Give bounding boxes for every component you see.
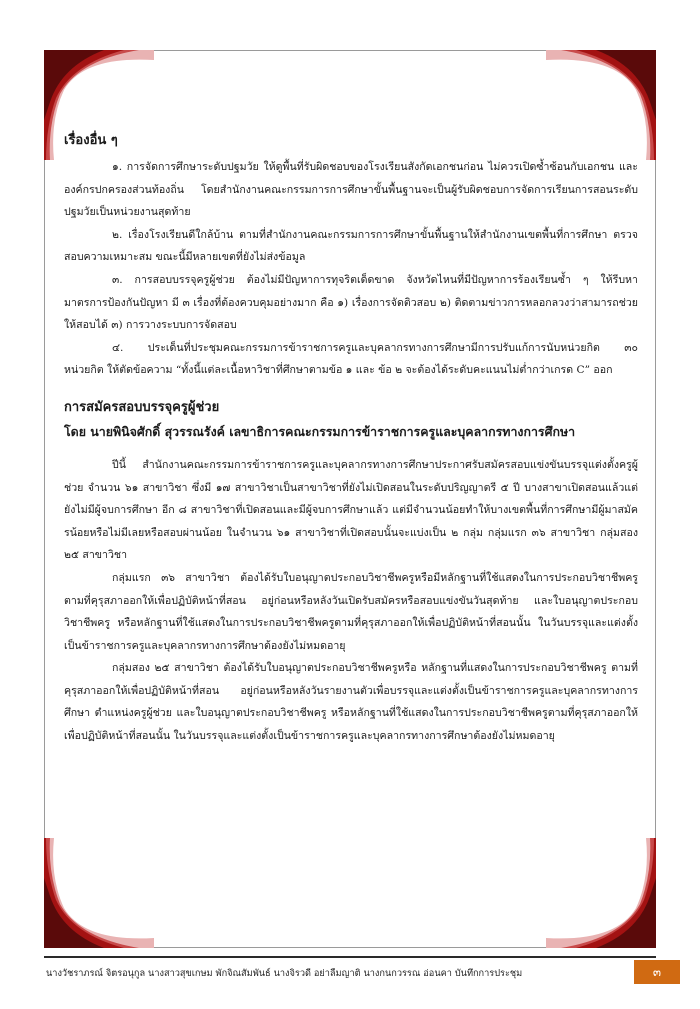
footer-credits: นางวัชราภรณ์ จิตรอนุกูล นางสาวสุขเกษม พักจิณสัมพันธ์ นางจิรวดี อย่าลืมญาติ นางกนกวรรณ อ่อนคา บันทึกการประชุม xyxy=(46,968,523,979)
paragraph-item-2: ๒. เรื่องโรงเรียนดีใกล้บ้าน ตามที่สำนักงานคณะกรรมการการศึกษาขั้นพื้นฐานให้สำนักงานเขตพื้นที่การศึกษา ตรวจสอบความเหมาะสม ขณะนี้มีหลายเขตที่ยังไม่ส่งข้อมูล xyxy=(64,228,638,264)
corner-ornament-bottom-left xyxy=(44,838,154,948)
footer-divider xyxy=(44,956,656,958)
page-number-badge: ๓ xyxy=(634,960,680,984)
paragraph-item-1: ๑. การจัดการศึกษาระดับปฐมวัย ให้ดูพื้นที่รับผิดชอบของโรงเรียนสังกัดเอกชนก่อน ไม่ควรเปิดซ้ำซ้อนกับเอกชน และองค์กรปกครองส่วนท้องถิ่น โดยสำนักงานคณะกรรมการการศึกษาขั้นพื้นฐานจะเป็นผู้รับผิดชอบการจัดการเรียนการสอนระดับปฐมวัยเป็นหน่วยงานสุดท้าย xyxy=(64,161,638,219)
section-subtitle: โดย นายพินิจศักดิ์ สุวรรณรังค์ เลขาธิการคณะกรรมการข้าราชการครูและบุคลากรทางการศึกษา xyxy=(64,423,576,439)
section-paragraph-1: ปีนี้ สำนักงานคณะกรรมการข้าราชการครูและบุคลากรทางการศึกษาประกาศรับสมัครสอบแข่งขันบรรจุแต่งตั้งครูผู้ช่วย จำนวน ๖๑ สาขาวิชา ซึ่งมี ๑๗ สาขาวิชาเป็นสาขาวิชาที่ยังไม่เปิดสอนในระดับปริญญาตรี ๕ ปี บางสาขาเปิดสอนแล้วแต่ยังไม่มีผู้จบการศึกษา อีก ๘ สาขาวิชาที่เปิดสอนและมีผู้จบการศึกษาแล้ว แต่มีจำนวนน้อยทำให้บางเขตพื้นที่การศึกษามีผู้มาสมัครน้อยหรือไม่มีเลยหรือสอบผ่านน้อย ในจำนวน ๖๑ สาขาวิชาที่เปิดสอบนั้นจะแบ่งเป็น ๒ กลุ่ม กลุ่มแรก ๓๖ สาขาวิชา กลุ่มสอง ๒๕ สาขาวิชา xyxy=(64,458,638,562)
corner-ornament-bottom-right xyxy=(546,838,656,948)
document-body xyxy=(64,130,638,748)
section-title: การสมัครสอบบรรจุครูผู้ช่วย xyxy=(64,399,220,415)
heading-other-matters: เรื่องอื่น ๆ xyxy=(64,133,118,148)
section-paragraph-2: กลุ่มแรก ๓๖ สาขาวิชา ต้องได้รับใบอนุญาตประกอบวิชาชีพครูหรือมีหลักฐานที่ใช้แสดงในการประกอบวิชาชีพครู ตามที่คุรุสภาออกให้เพื่อปฏิบัติหน้าที่สอน อยู่ก่อนหรือหลังวันเปิดรับสมัครหรือสอบแข่งขันวันสุดท้าย และใบอนุญาตประกอบวิชาชีพครู หรือหลักฐานที่ใช้แสดงในการประกอบวิชาชีพครูตามที่คุรุสภาออกให้เพื่อปฏิบัติหน้าที่สอนนั้น ในวันบรรจุและแต่งตั้งเป็นข้าราชการครูและบุคลากรทางการศึกษาต้องยังไม่หมดอายุ xyxy=(64,571,638,652)
paragraph-item-4: ๔. ประเด็นที่ประชุมคณะกรรมการข้าราชการครูและบุคลากรทางการศึกษามีการปรับแก้การนับหน่วยกิต ๓๐ หน่วยกิต ให้ตัดข้อความ “ทั้งนี้แต่ละเนื้อหาวิชาที่ศึกษาตามข้อ ๑ และ ข้อ ๒ จะต้องได้ระดับคะแนนไม่ต่ำกว่าเกรด C” ออก xyxy=(64,341,638,377)
section-paragraph-3: กลุ่มสอง ๒๕ สาขาวิชา ต้องได้รับใบอนุญาตประกอบวิชาชีพครูหรือ หลักฐานที่แสดงในการประกอบวิชาชีพครู ตามที่คุรุสภาออกให้เพื่อปฏิบัติหน้าที่สอน อยู่ก่อนหรือหลังวันรายงานตัวเพื่อบรรจุและแต่งตั้งเป็นข้าราชการครูและบุคลากรทางการศึกษา ตำแหน่งครูผู้ช่วย และใบอนุญาตประกอบวิชาชีพครู หรือหลักฐานที่ใช้แสดงในการประกอบวิชาชีพครูตามที่คุรุสภาออกให้เพื่อปฏิบัติหน้าที่สอนนั้น ในวันบรรจุและแต่งตั้งเป็นข้าราชการครูและบุคลากรทางการศึกษาต้องยังไม่หมดอายุ xyxy=(64,662,638,743)
paragraph-item-3: ๓. การสอบบรรจุครูผู้ช่วย ต้องไม่มีปัญหาการทุจริตเด็ดขาด จังหวัดไหนที่มีปัญหาการร้องเรียนซ้ำ ๆ ให้รีบหามาตรการป้องกันปัญหา มี ๓ เรื่องที่ต้องควบคุมอย่างมาก คือ ๑) เรื่องการจัดติวสอบ ๒) ติดตามข่าวการหลอกลวงว่าสามารถช่วยให้สอบได้ ๓) การวางระบบการจัดสอบ xyxy=(64,273,638,332)
